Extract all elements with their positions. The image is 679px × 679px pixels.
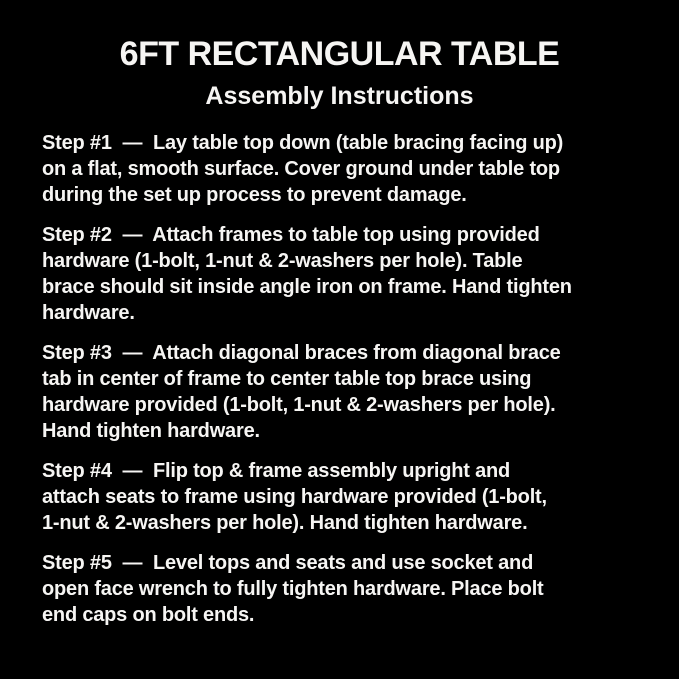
page-subtitle: Assembly Instructions	[205, 82, 474, 110]
step-4	[42, 458, 649, 536]
step-4-line-2: attach seats to frame using hardware provided (1-bolt,	[42, 486, 547, 508]
step-3-line-1: Step #3 — Attach diagonal braces from diagonal brace	[42, 342, 561, 364]
step-4-line-3: 1-nut & 2-washers per hole). Hand tighten hardware.	[42, 512, 528, 534]
step-2	[42, 222, 649, 326]
step-5-line-1: Step #5 — Level tops and seats and use socket and	[42, 552, 534, 574]
step-1-line-2: on a flat, smooth surface. Cover ground under table top	[42, 158, 560, 180]
step-5	[42, 550, 649, 628]
page-title: 6FT RECTANGULAR TABLE	[119, 35, 560, 73]
step-5-line-2: open face wrench to fully tighten hardware. Place bolt	[42, 578, 544, 600]
step-3-line-4: Hand tighten hardware.	[42, 420, 260, 442]
step-1-line-1: Step #1 — Lay table top down (table bracing facing up)	[42, 132, 564, 154]
sheet-header	[42, 36, 637, 110]
step-2-line-3: brace should sit inside angle iron on frame. Hand tighten	[42, 276, 572, 298]
steps-list	[42, 130, 649, 628]
step-3-line-3: hardware provided (1-bolt, 1-nut & 2-washers per hole).	[42, 394, 556, 416]
step-2-line-1: Step #2 — Attach frames to table top using provided	[42, 224, 540, 246]
step-5-line-3: end caps on bolt ends.	[42, 604, 255, 626]
step-2-line-2: hardware (1-bolt, 1-nut & 2-washers per hole). Table	[42, 250, 523, 272]
step-2-line-4: hardware.	[42, 302, 135, 324]
step-1	[42, 130, 649, 208]
step-3	[42, 340, 649, 444]
step-3-line-2: tab in center of frame to center table top brace using	[42, 368, 532, 390]
step-1-line-3: during the set up process to prevent damage.	[42, 184, 467, 206]
step-4-line-1: Step #4 — Flip top & frame assembly upright and	[42, 460, 511, 482]
